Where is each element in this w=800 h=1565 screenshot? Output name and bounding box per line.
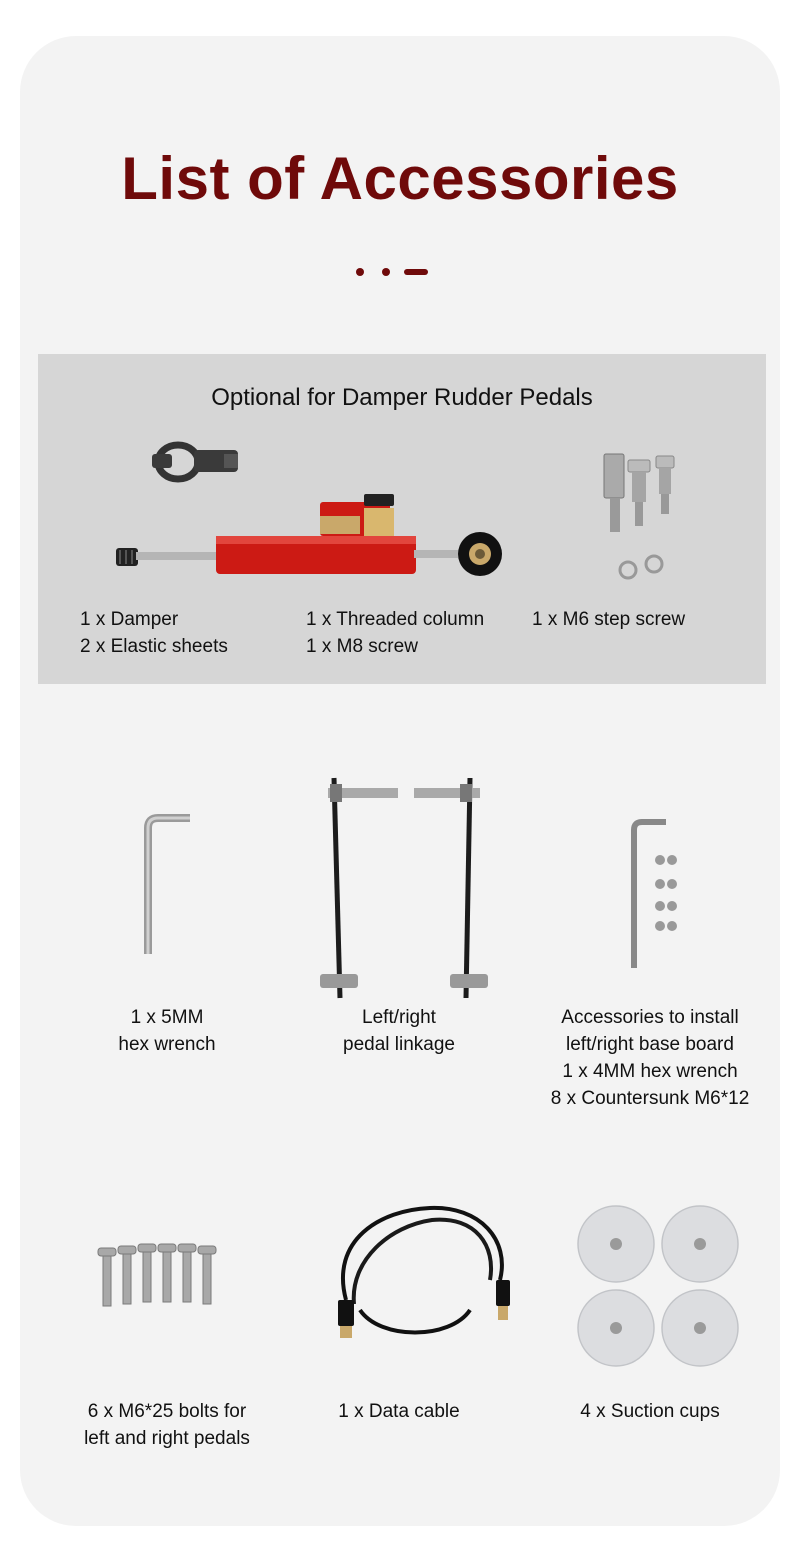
caption-line: Left/right <box>362 1007 436 1028</box>
dot-icon <box>356 268 364 276</box>
caption-line: 1 x M8 screw <box>306 636 418 657</box>
bolts-caption <box>60 1398 274 1452</box>
hex-wrench-5mm-icon <box>138 814 198 964</box>
accessories-card <box>20 36 780 1526</box>
suction-cups-icon <box>576 1204 746 1374</box>
damper-caption <box>80 606 228 660</box>
threaded-column-caption <box>306 606 484 660</box>
caption-line: 6 x M6*25 bolts for <box>87 1401 247 1422</box>
suction-cups-caption <box>550 1398 750 1425</box>
caption-line: 1 x Damper <box>80 609 179 630</box>
pedal-linkage-caption <box>312 1004 486 1058</box>
caption-line: 4 x Suction cups <box>580 1401 720 1422</box>
caption-line: left and right pedals <box>84 1428 250 1449</box>
caption-line: 8 x Countersunk M6*12 <box>550 1088 750 1109</box>
caption-line: 1 x M6 step screw <box>532 609 686 630</box>
dash-icon <box>404 269 428 275</box>
data-cable-caption <box>312 1398 486 1425</box>
caption-line: 1 x 5MM <box>130 1007 204 1028</box>
optional-section-title: Optional for Damper Rudder Pedals <box>211 384 593 411</box>
base-board-caption <box>530 1004 770 1112</box>
caption-line: 1 x Threaded column <box>306 609 485 630</box>
pedal-linkage-icon <box>310 774 500 1004</box>
optional-section <box>38 354 766 684</box>
damper-icon <box>108 494 508 584</box>
caption-line: pedal linkage <box>343 1034 455 1055</box>
bolts-icon <box>94 1242 224 1312</box>
step-screw-caption <box>532 606 685 633</box>
data-cable-icon <box>320 1200 530 1350</box>
clamp-icon <box>150 440 246 490</box>
caption-line: left/right base board <box>566 1034 734 1055</box>
caption-line: 2 x Elastic sheets <box>80 636 228 657</box>
decorative-dots <box>354 266 434 278</box>
dot-icon <box>382 268 390 276</box>
caption-line: 1 x 4MM hex wrench <box>562 1061 738 1082</box>
base-board-accessories-icon <box>620 818 700 978</box>
caption-line: Accessories to install <box>561 1007 739 1028</box>
caption-line: 1 x Data cable <box>338 1401 460 1422</box>
page-title: List of Accessories <box>121 145 679 212</box>
hex-wrench-caption <box>80 1004 254 1058</box>
caption-line: hex wrench <box>118 1034 216 1055</box>
step-screw-icon <box>598 452 698 592</box>
